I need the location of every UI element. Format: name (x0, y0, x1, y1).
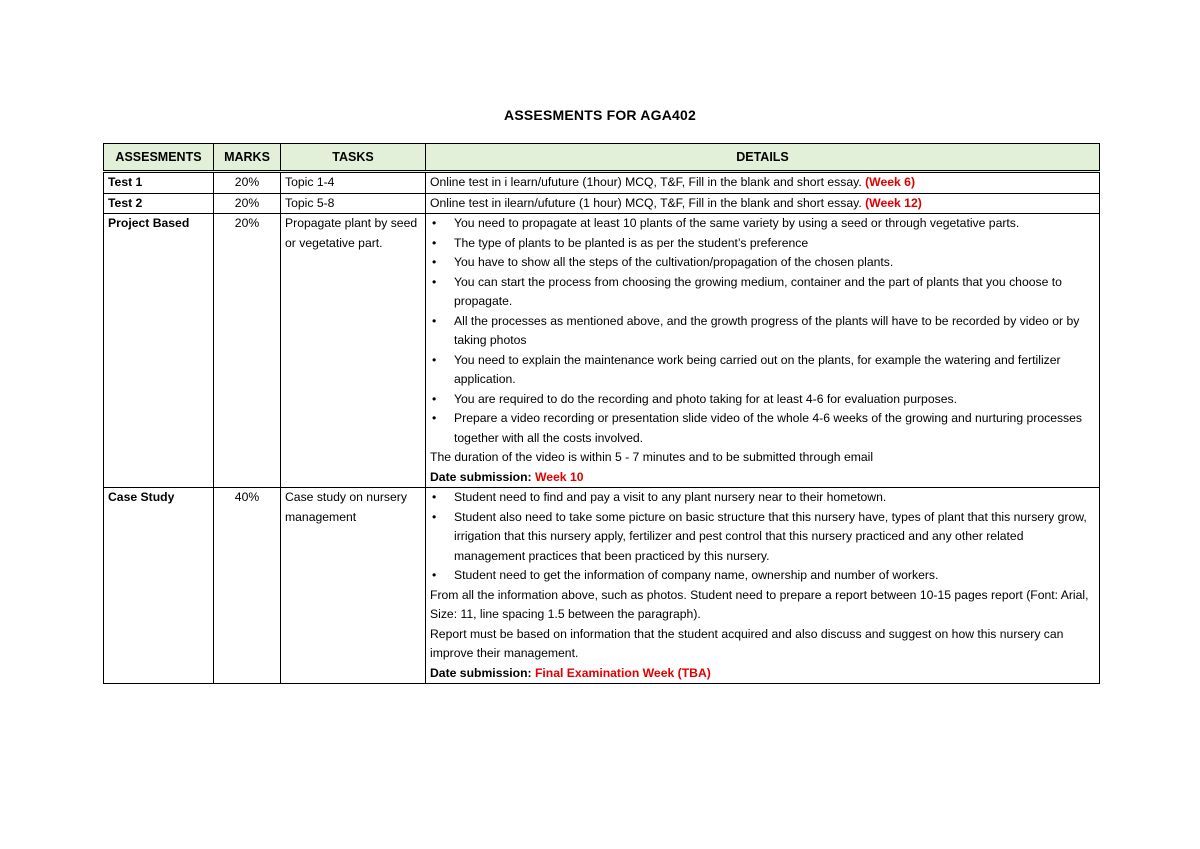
list-item: • You need to explain the maintenance work being carried out on the plants, for example the watering and fertilizer application. (430, 351, 1095, 390)
cell-name: Project Based (104, 214, 214, 488)
table-row-test1 (104, 172, 1100, 194)
list-item: • Student need to find and pay a visit to any plant nursery near to their hometown. (430, 488, 1095, 508)
header-details: DETAILS (426, 144, 1100, 172)
list-item: • You are required to do the recording and photo taking for at least 4-6 for evaluation purposes. (430, 390, 1095, 410)
list-item: • You can start the process from choosing the growing medium, container and the part of plants that you choose to propagate. (430, 273, 1095, 312)
list-item: • Prepare a video recording or presentation slide video of the whole 4-6 weeks of the growing and nurturing processes together with all the costs involved. (430, 409, 1095, 448)
submission-value: Week 10 (534, 469, 584, 484)
cell-details (426, 193, 1100, 214)
list-item: • Student need to get the information of company name, ownership and number of workers. (430, 566, 1095, 586)
detail-text: Online test in i learn/ufuture (1hour) MCQ, T&F, Fill in the blank and short essay. (430, 175, 866, 189)
header-assessments: ASSESMENTS (104, 144, 214, 172)
cell-task: Topic 1-4 (281, 172, 426, 194)
assessment-table (103, 143, 1100, 684)
submission-line (430, 664, 1095, 684)
submission-line (430, 468, 1095, 488)
report-text: Report must be based on information that the student acquired and also discuss and suggest on how this nursery can improve their management. (430, 626, 1064, 660)
header-row (104, 144, 1100, 172)
list-item: • You need to propagate at least 10 plants of the same variety by using a seed or through vegetative parts. (430, 214, 1095, 234)
list-item: • You have to show all the steps of the cultivation/propagation of the chosen plants. (430, 253, 1095, 273)
report-text: From all the information above, such as photos. Student need to prepare a report between 10-15 pages report (Font: Arial, Size: 11, line spacing 1.5 between the paragraph). (430, 587, 1089, 621)
submission-label: Date submission: (430, 665, 535, 680)
cell-task: Propagate plant by seed or vegetative part. (281, 214, 426, 488)
table-row-project (104, 214, 1100, 488)
header-marks: MARKS (214, 144, 281, 172)
page-title: ASSESMENTS FOR AGA402 (504, 107, 696, 123)
header-tasks: TASKS (281, 144, 426, 172)
cell-details (426, 214, 1100, 488)
table-row-case (104, 488, 1100, 684)
detail-text: Online test in ilearn/ufuture (1 hour) MCQ, T&F, Fill in the blank and short essay. (430, 195, 866, 210)
list-item: • The type of plants to be planted is as per the student’s preference (430, 234, 1095, 254)
bullet-list (430, 214, 1095, 448)
submission-label: Date submission: (430, 469, 535, 484)
cell-details (426, 172, 1100, 194)
cell-name: Case Study (104, 488, 214, 684)
duration-text: The duration of the video is within 5 - 7 minutes and to be submitted through email (430, 450, 874, 464)
submission-value: Final Examination Week (TBA) (534, 665, 711, 680)
week-label: (Week 12) (865, 195, 922, 210)
table-row-test2 (104, 193, 1100, 214)
cell-task: Topic 5-8 (281, 193, 426, 214)
cell-task: Case study on nursery management (281, 488, 426, 684)
list-item: • Student also need to take some picture on basic structure that this nursery have, types of plant that this nursery grow, irrigation that this nursery apply, fertilizer and pest control that this nursery practiced and any other related management practices that been practiced by this nursery. (430, 508, 1095, 567)
list-item: • All the processes as mentioned above, and the growth progress of the plants will have to be recorded by video or by taking photos (430, 312, 1095, 351)
cell-name: Test 1 (104, 172, 214, 194)
cell-marks: 40% (214, 488, 281, 684)
week-label: (Week 6) (865, 175, 916, 189)
cell-marks: 20% (214, 172, 281, 194)
cell-marks: 20% (214, 193, 281, 214)
cell-marks: 20% (214, 214, 281, 488)
cell-name: Test 2 (104, 193, 214, 214)
bullet-list (430, 488, 1095, 586)
cell-details (426, 488, 1100, 684)
